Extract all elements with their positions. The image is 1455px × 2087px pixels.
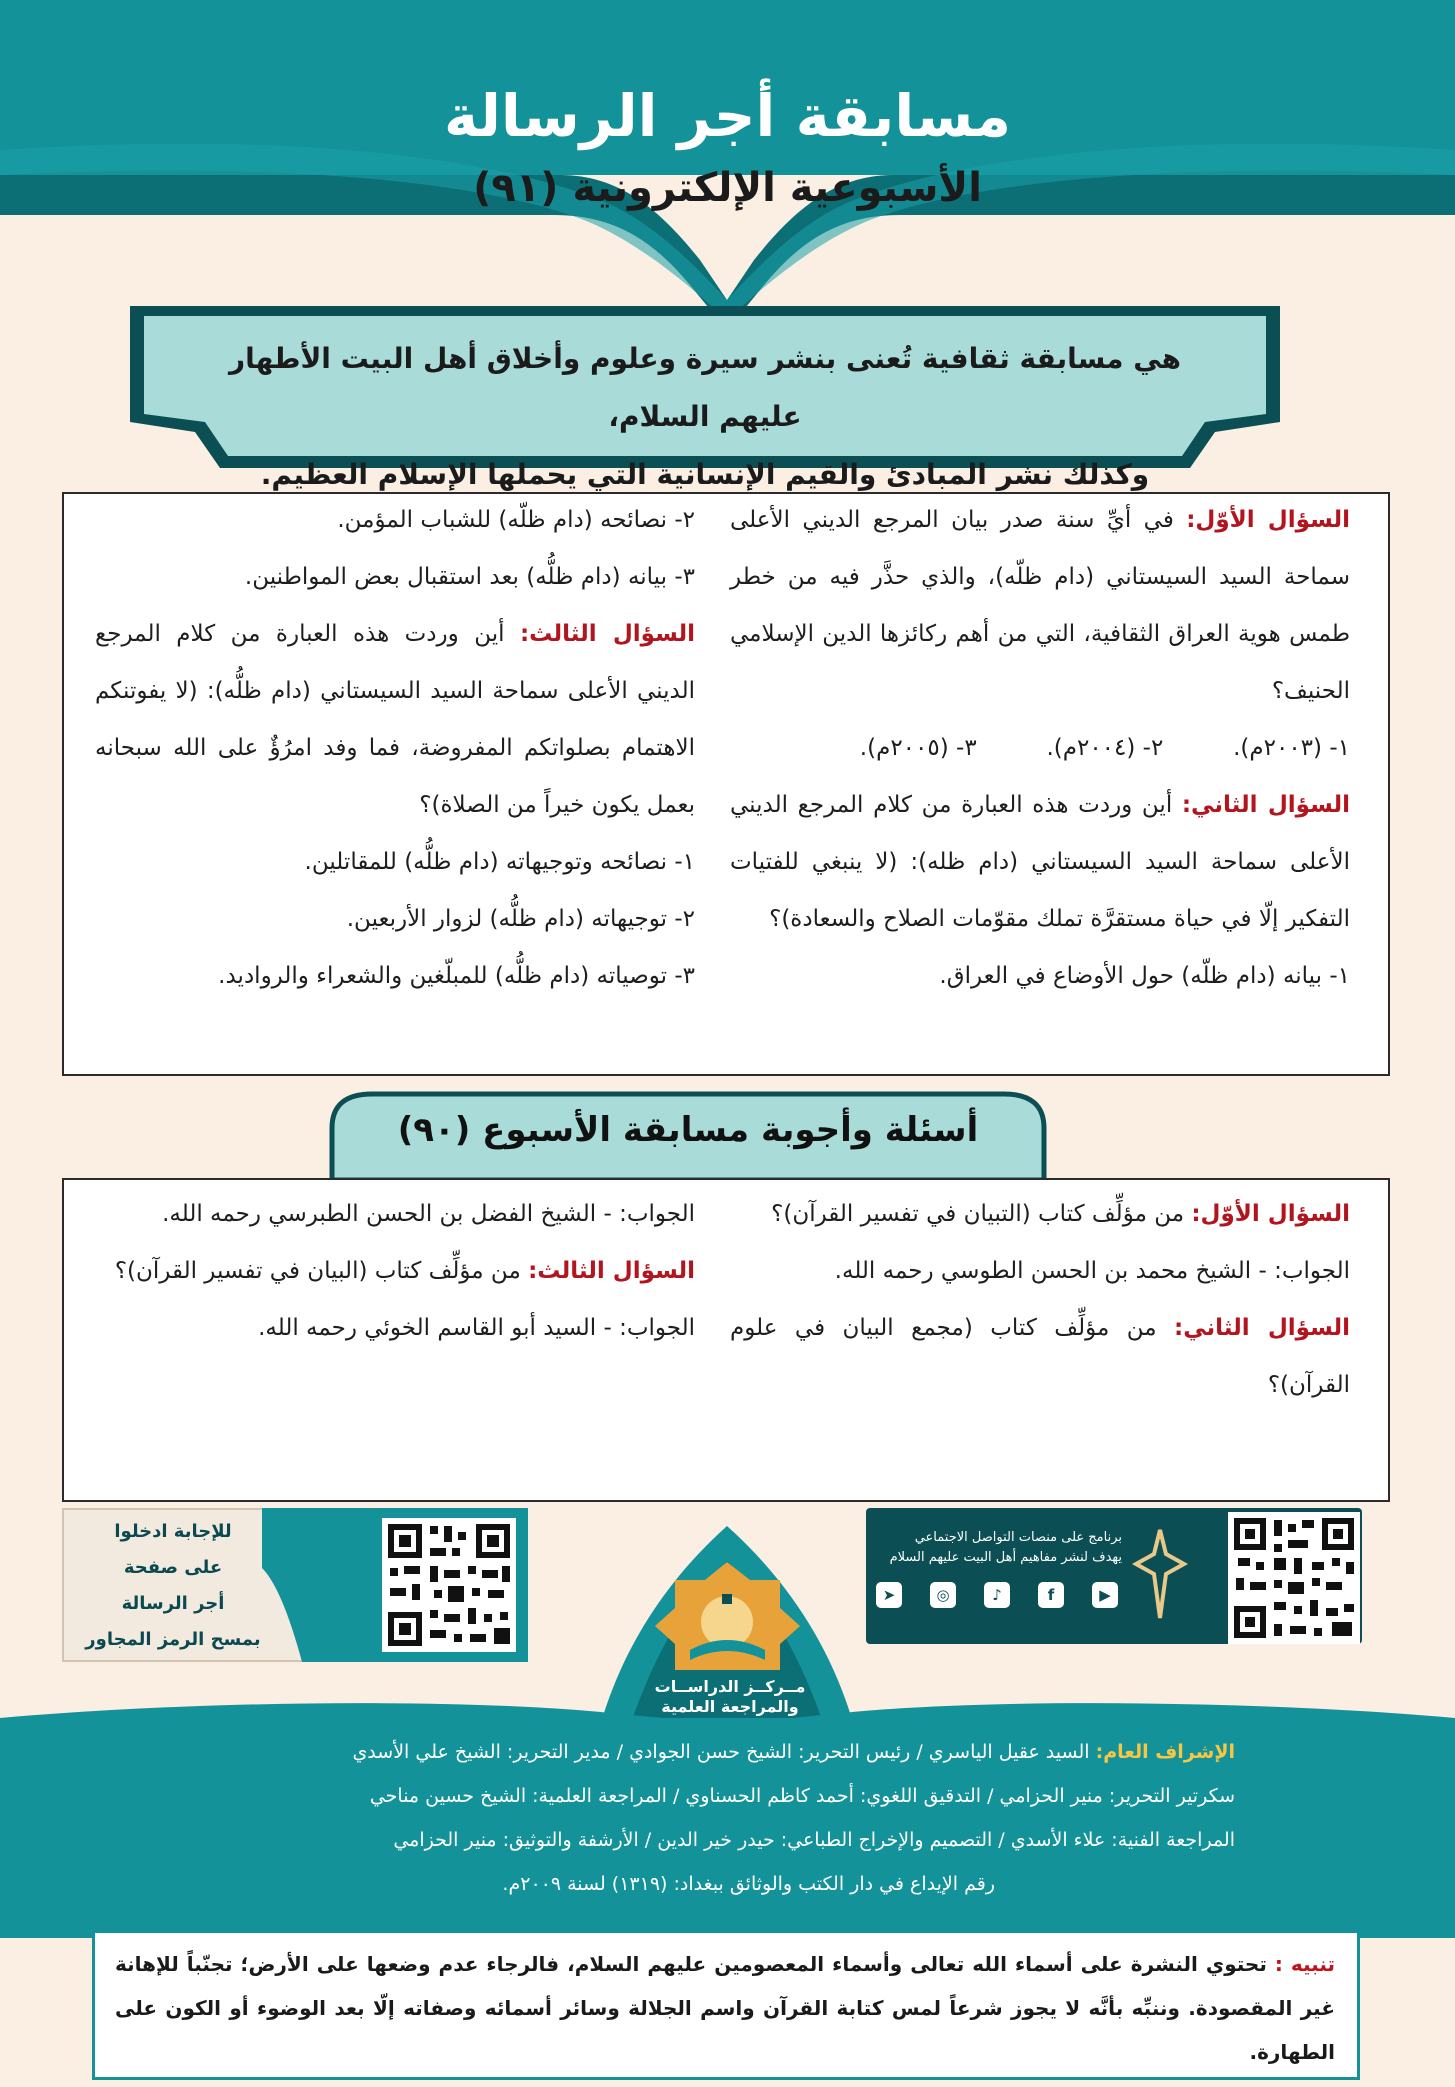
intro-text: [200, 330, 1210, 504]
program-text: [876, 1528, 1122, 1568]
answers-left-column: [95, 1186, 695, 1357]
answer-question-3-label: السؤال الثالث:: [528, 1258, 695, 1284]
questions-right-column: [730, 492, 1350, 1005]
qr-code-left-icon[interactable]: [382, 1518, 516, 1652]
answer-3: الجواب: - السيد أبو القاسم الخوئي رحمه الله.: [258, 1315, 695, 1341]
participation-line-4: بمسح الرمز المجاور: [85, 1629, 261, 1650]
question-2-option-3[interactable]: ٣- بيانه (دام ظلُّه) بعد استقبال بعض المواطنين.: [244, 564, 695, 590]
answer-question-1-text: من مؤلِّف كتاب (التبيان في تفسير القرآن)؟: [771, 1201, 1185, 1227]
answer-question-2: [730, 1300, 1350, 1414]
question-1-label: السؤال الأوّل:: [1186, 507, 1350, 533]
supervision-label: الإشراف العام:: [1095, 1741, 1235, 1763]
question-1: [730, 492, 1350, 720]
answer-question-3-text: من مؤلِّف كتاب (البيان في تفسير القرآن)؟: [114, 1258, 521, 1284]
question-3-option-2[interactable]: ٢- توجيهاته (دام ظلُّه) لزوار الأربعين.: [346, 906, 695, 932]
question-3: [95, 606, 695, 834]
participation-line-2: على صفحة: [123, 1557, 223, 1578]
answer-question-1: [730, 1186, 1350, 1243]
question-2: [730, 777, 1350, 948]
question-3-option-3[interactable]: ٣- توصياته (دام ظلُّه) للمبلّغين والشعراء والرواديد.: [218, 963, 695, 989]
telegram-icon[interactable]: ➤: [876, 1582, 902, 1608]
question-1-option-3[interactable]: ٣- (٢٠٠٥م).: [859, 735, 977, 761]
center-logo-icon: [650, 1560, 805, 1675]
participation-line-3: أجر الرسالة: [121, 1593, 225, 1614]
credits-line-1-text: السيد عقيل الياسري / رئيس التحرير: الشيخ حسن الجوادي / مدير التحرير: الشيخ علي الأسدي: [352, 1741, 1090, 1763]
question-2-option-2[interactable]: ٢- نصائحه (دام ظلّه) للشباب المؤمن.: [337, 507, 695, 533]
answer-question-2-text: من مؤلِّف كتاب (مجمع البيان في علوم القرآن)؟: [730, 1315, 1350, 1398]
question-3-option-1[interactable]: ١- نصائحه وتوجيهاته (دام ظلُّه) للمقاتلين.: [304, 849, 695, 875]
facebook-icon[interactable]: f: [1038, 1582, 1064, 1608]
participation-line-1: للإجابة ادخلوا: [114, 1521, 232, 1542]
page-title: مسابقة أجر الرسالة: [443, 82, 1012, 150]
question-1-options: [730, 720, 1350, 777]
program-line-1: برنامج على منصات التواصل الاجتماعي: [914, 1530, 1122, 1545]
page-subtitle: الأسبوعية الإلكترونية (٩١): [473, 165, 982, 211]
question-2-text: أين وردت هذه العبارة من كلام المرجع الديني الأعلى سماحة السيد السيستاني (دام ظله): (لا ينبغي للفتيات التفكير إلّا في حياة مستقرَّة تملك مقوّمات الصلاح والسعادة)؟: [730, 792, 1350, 932]
intro-line-2: وكذلك نشر المبادئ والقيم الإنسانية التي يحملها الإسلام العظيم.: [260, 458, 1150, 491]
question-2-option-1[interactable]: ١- بيانه (دام ظلّه) حول الأوضاع في العراق.: [939, 963, 1350, 989]
answer-question-3: [95, 1243, 695, 1300]
participation-text: [78, 1514, 268, 1658]
question-1-option-1[interactable]: ١- (٢٠٠٣م).: [1233, 735, 1350, 761]
instagram-icon[interactable]: ◎: [930, 1582, 956, 1608]
tiktok-icon[interactable]: ♪: [984, 1582, 1010, 1608]
credits-line-4: رقم الإيداع في دار الكتب والوثائق ببغداد: (١٣١٩) لسنة ٢٠٠٩م.: [502, 1873, 995, 1895]
question-2-label: السؤال الثاني:: [1181, 792, 1351, 818]
question-3-label: السؤال الثالث:: [519, 621, 696, 647]
intro-line-1: هي مسابقة ثقافية تُعنى بنشر سيرة وعلوم وأخلاق أهل البيت الأطهار عليهم السلام،: [228, 342, 1182, 433]
answers-right-column: [730, 1186, 1350, 1414]
answers-heading: أسئلة وأجوبة مسابقة الأسبوع (٩٠): [397, 1110, 979, 1150]
questions-left-column: [95, 492, 695, 1005]
credits-line-3: المراجعة الفنية: علاء الأسدي / التصميم والإخراج الطباعي: حيدر خير الدين / الأرشفة والتوثيق: منير الحزامي: [393, 1829, 1235, 1851]
credits-line-2: سكرتير التحرير: منير الحزامي / التدقيق اللغوي: أحمد كاظم الحسناوي / المراجعة العلمية: الشيخ حسين مناحي: [369, 1785, 1235, 1807]
credits: [100, 1730, 1235, 1906]
center-name-line-2: والمراجعة العلمية: [661, 1697, 799, 1716]
answer-question-1-label: السؤال الأوّل:: [1191, 1201, 1350, 1227]
answer-1: الجواب: - الشيخ محمد بن الحسن الطوسي رحمه الله.: [834, 1258, 1350, 1284]
program-line-2: يهدف لنشر مفاهيم أهل البيت عليهم السلام: [889, 1550, 1122, 1565]
notice: [115, 1942, 1335, 2074]
notice-text: تحتوي النشرة على أسماء الله تعالى وأسماء المعصومين عليهم السلام، فالرجاء عدم وضعها على الأرض؛ تجنّباً للإهانة غير المقصودة. وننبِّه بأنَّه لا يجوز شرعاً لمس كتابة القرآن واسم الجلالة وسائر أسمائه وصفاته إلّا بعد الوضوء أو الكون على الطهارة.: [115, 1952, 1335, 2064]
qr-code-right-icon[interactable]: [1228, 1512, 1360, 1644]
answer-question-2-label: السؤال الثاني:: [1174, 1315, 1351, 1341]
notice-label: تنبيه :: [1274, 1952, 1336, 1976]
program-logo-icon: [1130, 1524, 1190, 1624]
question-1-text: في أيِّ سنة صدر بيان المرجع الديني الأعلى سماحة السيد السيستاني (دام ظلّه)، والذي حذَّر فيه من خطر طمس هوية العراق الثقافية، التي من أهم ركائزها الدين الإسلامي الحنيف؟: [730, 507, 1350, 704]
youtube-icon[interactable]: ▶: [1092, 1582, 1118, 1608]
question-1-option-2[interactable]: ٢- (٢٠٠٤م).: [1046, 735, 1164, 761]
question-3-text: أين وردت هذه العبارة من كلام المرجع الديني الأعلى سماحة السيد السيستاني (دام ظلُّه): (لا يفوتنكم الاهتمام بصلواتكم المفروضة، فما وفد امرُؤٌ على الله سبحانه بعمل يكون خيراً من الصلاة)؟: [95, 621, 695, 818]
center-name-line-1: مــركــز الدراســات: [654, 1677, 806, 1696]
answer-2: الجواب: - الشيخ الفضل بن الحسن الطبرسي رحمه الله.: [162, 1201, 695, 1227]
credits-line-1: [100, 1730, 1235, 1774]
